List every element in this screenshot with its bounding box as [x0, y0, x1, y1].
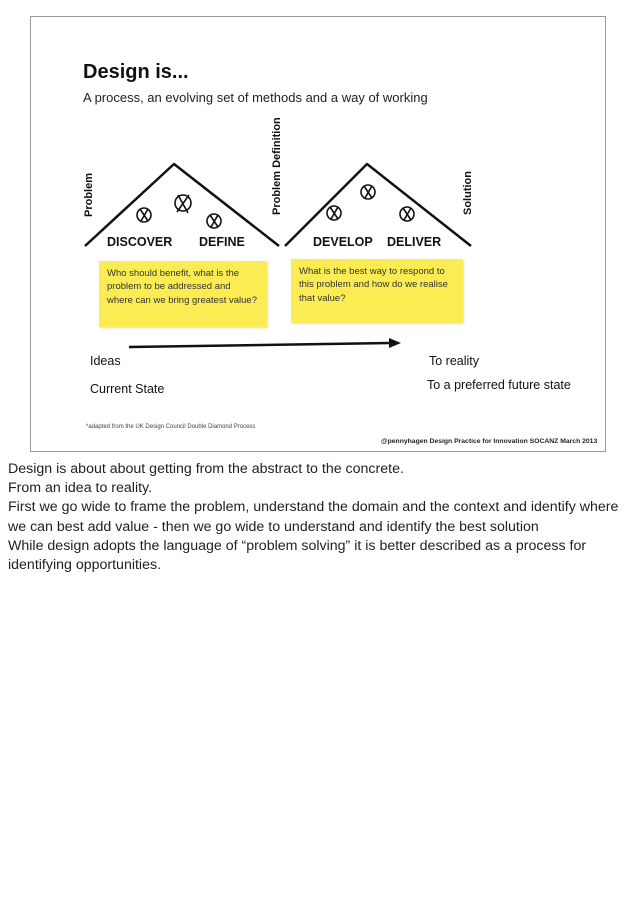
label-preferred-future-state: To a preferred future state: [427, 378, 571, 392]
phase-develop: DEVELOP: [313, 235, 373, 249]
label-ideas: Ideas: [90, 354, 121, 368]
note-line: Design is about about getting from the abstract to the concrete.: [8, 461, 404, 477]
journey-arrow: [129, 343, 391, 347]
sticky-note-discover: Who should benefit, what is the problem to be addressed and where can we bring greatest value?: [99, 261, 267, 327]
phase-deliver: DELIVER: [387, 235, 442, 249]
slide: [30, 16, 606, 452]
slide-subtitle: A process, an evolving set of methods and a way of working: [83, 90, 428, 105]
slide-title: Design is...: [83, 61, 189, 83]
label-solution: Solution: [462, 171, 474, 215]
credit: @pennyhagen Design Practice for Innovation SOCANZ March 2013: [381, 438, 598, 445]
phase-discover: DISCOVER: [107, 235, 173, 249]
speaker-notes: [8, 460, 628, 575]
note-line: First we go wide to frame the problem, understand the domain and the context and identify where we can best add value - then we go wide to understand and identify the best solution: [8, 499, 619, 535]
note-line: While design adopts the language of “problem solving” it is better described as a process for identifying opportunities.: [8, 537, 587, 574]
label-problem-definition: Problem Definition: [271, 117, 283, 215]
note-line: From an idea to reality.: [8, 480, 153, 497]
phase-define: DEFINE: [199, 235, 245, 249]
label-to-reality: To reality: [429, 354, 480, 368]
sticky-note-develop: What is the best way to respond to this problem and how do we realise that value?: [291, 259, 463, 323]
develop-deliver-diamond: [285, 164, 471, 246]
arrow-head-icon: [389, 338, 401, 348]
label-problem: Problem: [83, 172, 95, 217]
footnote: *adapted from the UK Design Council Double Diamond Process: [86, 424, 256, 430]
label-current-state: Current State: [90, 382, 165, 396]
